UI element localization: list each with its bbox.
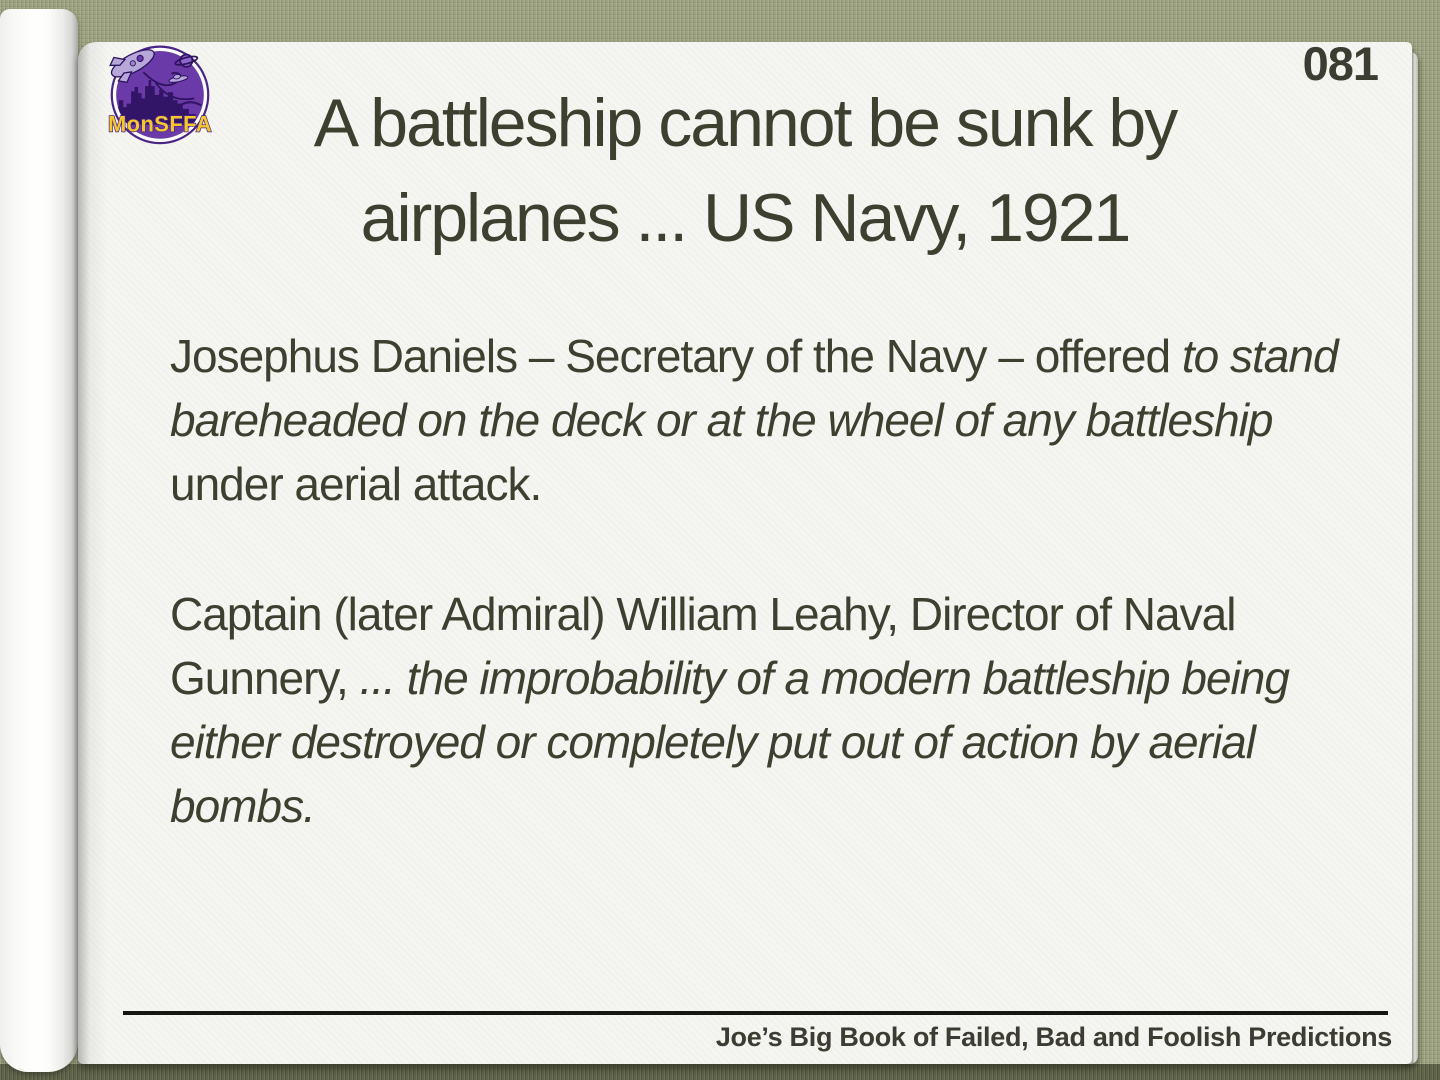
- monsffa-logo-icon: [103, 37, 217, 151]
- text-segment-italic: to stand bareheaded on the deck or at the wheel of any battleship: [170, 330, 1338, 446]
- book-bottom-shadow-strip: [0, 1064, 1440, 1080]
- paragraph-leahy: [170, 582, 1355, 838]
- logo-text: MonSFFA: [107, 111, 213, 137]
- text-segment-normal: under aerial attack.: [170, 458, 542, 510]
- text-segment-normal: Captain (later Admiral) William Leahy, Director of Naval Gunnery,: [170, 588, 1236, 704]
- slide-body: [170, 324, 1355, 838]
- footer-divider-line: [123, 1011, 1388, 1015]
- text-segment-normal: Josephus Daniels – Secretary of the Navy – offered: [170, 330, 1182, 382]
- paragraph-daniels: [170, 324, 1355, 516]
- footer-caption: Joe’s Big Book of Failed, Bad and Foolish Predictions: [715, 1022, 1392, 1052]
- slide-page: [78, 37, 1412, 1064]
- previous-page-edge: [0, 9, 78, 1072]
- text-segment-italic: ... the improbability of a modern battleship being either destroyed or completely put out of action by aerial bombs.: [170, 652, 1289, 832]
- page-number: 081: [1302, 37, 1378, 90]
- slide-title: A battleship cannot be sunk by airplanes ... US Navy, 1921: [313, 85, 1177, 256]
